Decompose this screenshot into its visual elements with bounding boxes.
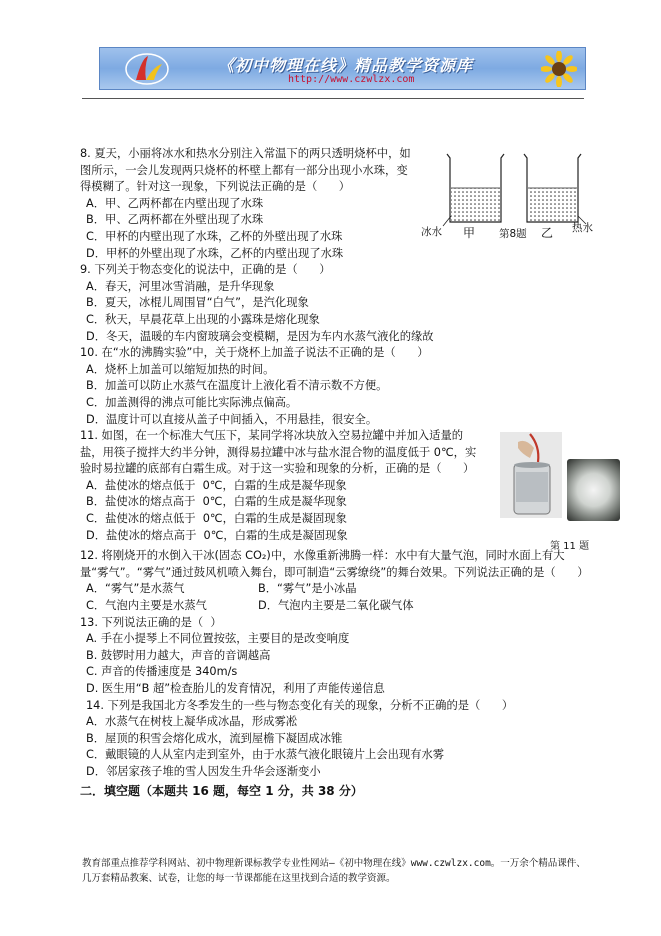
logo-icon xyxy=(124,52,170,86)
banner-url: http://www.czwlzx.com xyxy=(288,74,415,85)
question-14-stem: 14. 下列是我国北方冬季发生的一些与物态变化有关的现象，分析不正确的是（ ） xyxy=(86,698,514,712)
question-13-option-c: C. 声音的传播速度是 340m/s xyxy=(86,665,238,679)
question-14-option-a: A．水蒸气在树枝上凝华成冰晶，形成雾凇 xyxy=(86,715,298,729)
question-12-option-c: C．气泡内主要是水蒸气 xyxy=(86,599,207,613)
label-hot-water: 热水 xyxy=(572,222,593,234)
question-8-option-d: D．甲杯的外壁出现了水珠，乙杯的内壁出现了水珠 xyxy=(86,246,344,260)
question-10-option-b: B．加盖可以防止水蒸气在温度计上液化看不清示数不方便。 xyxy=(86,379,388,393)
question-9 xyxy=(80,262,592,345)
question-14-option-b: B．屋顶的积雪会熔化成水，流到屋檐下凝固成冰锥 xyxy=(86,731,343,745)
question-12-options-row-1 xyxy=(80,581,592,598)
question-10 xyxy=(80,345,592,428)
sunflower-icon xyxy=(541,51,577,87)
label-ice-water: 冰水 xyxy=(421,226,442,238)
question-8-stem: 8. 夏天，小丽将冰水和热水分别注入常温下的两只透明烧杯中，如图所示，一会儿发现两只烧杯的杯壁上都有一部分出现小水珠，变得模糊了。针对这一现象，下列说法正确的是（ ） xyxy=(80,147,411,194)
section-2-heading: 二．填空题（本题共 16 题，每空 1 分，共 38 分） xyxy=(80,783,363,798)
question-9-option-c: C．秋天，早晨花草上出现的小露珠是熔化现象 xyxy=(86,312,320,326)
label-jia: 甲 xyxy=(463,226,476,240)
banner-title: 《初中物理在线》精品教学资源库 xyxy=(218,56,474,75)
question-10-option-c: C．加盖测得的沸点可能比实际沸点偏高。 xyxy=(86,395,298,409)
question-13-option-a: A. 手在小提琴上不同位置按弦，主要目的是改变响度 xyxy=(86,632,350,646)
question-10-stem: 10. 在“水的沸腾实验”中，关于烧杯上加盖子说法不正确的是（ ） xyxy=(80,346,429,360)
header-rule xyxy=(82,98,584,99)
figure-11-caption: 第 11 题 xyxy=(550,541,590,552)
question-8-option-b: B．甲、乙两杯都在外壁出现了水珠 xyxy=(86,213,264,227)
question-11-option-d: D．盐使冰的熔点高于 0℃，白霜的生成是凝固现象 xyxy=(86,528,348,542)
label-yi: 乙 xyxy=(541,226,554,240)
footer-note: 教育部重点推荐学科网站、初中物理新课标教学专业性网站—《初中物理在线》www.czwlzx.com。一万余个精品课件、几万套精品教案、试卷，让您的每一节课都能在这里找到合适的教学资源。 xyxy=(82,858,586,884)
question-13-option-d: D. 医生用“B 超”检查胎儿的发育情况，利用了声能传递信息 xyxy=(86,682,385,695)
question-10-option-a: A．烧杯上加盖可以缩短加热的时间。 xyxy=(86,362,275,376)
question-14 xyxy=(80,698,592,781)
figure-8-caption: 第8题 xyxy=(499,228,527,240)
header-banner xyxy=(99,47,586,90)
question-12 xyxy=(80,548,592,614)
question-9-stem: 9. 下列关于物态变化的说法中，正确的是（ ） xyxy=(80,263,331,277)
question-8-option-c: C．甲杯的内壁出现了水珠，乙杯的外壁出现了水珠 xyxy=(86,229,343,243)
question-12-option-a: A．“雾气”是水蒸气 xyxy=(86,582,185,596)
question-13 xyxy=(80,615,592,698)
question-8-option-a: A．甲、乙两杯都在内壁出现了水珠 xyxy=(86,196,264,210)
question-11 xyxy=(80,428,592,544)
question-9-option-a: A．春天，河里冰雪消融，是升华现象 xyxy=(86,279,275,293)
question-8 xyxy=(80,146,592,262)
question-12-stem: 12. 将刚烧开的水倒入干冰(固态 CO₂)中，水像重新沸腾一样：水中有大量气泡，同时水面上有大量“雾气”。“雾气”通过鼓风机喷入舞台，即可制造“云雾缭绕”的舞台效果。下列说法正确的是（ ） xyxy=(80,549,589,579)
question-14-option-d: D．邻居家孩子堆的雪人因发生升华会逐渐变小 xyxy=(86,764,321,778)
question-11-option-c: C．盐使冰的熔点低于 0℃，白霜的生成是凝固现象 xyxy=(86,512,347,526)
question-12-options-row-2 xyxy=(80,598,592,615)
question-list xyxy=(80,146,592,800)
question-12-option-d: D．气泡内主要是二氧化碳气体 xyxy=(258,599,414,613)
question-12-option-b: B．“雾气”是小冰晶 xyxy=(258,582,357,596)
question-11-option-b: B．盐使冰的熔点高于 0℃，白霜的生成是凝华现象 xyxy=(86,495,347,509)
question-13-stem: 13. 下列说法正确的是（ ） xyxy=(80,615,222,629)
question-13-option-b: B. 鼓锣时用力越大，声音的音调越高 xyxy=(86,648,271,662)
question-10-option-d: D．温度计可以直接从盖子中间插入，不用悬挂，很安全。 xyxy=(86,412,378,426)
question-9-option-d: D．冬天，温暖的车内窗玻璃会变模糊，是因为车内水蒸气液化的缘故 xyxy=(86,329,434,343)
question-11-stem: 11. 如图，在一个标准大气压下，某同学将冰块放入空易拉罐中并加入适量的盐，用筷子搅拌大约半分钟，测得易拉罐中冰与盐水混合物的温度低于 0℃，实验时易拉罐的底部有白霜生成。对于这一实验和现象的分析，正确的是（ ） xyxy=(80,429,477,476)
question-11-option-a: A．盐使冰的熔点低于 0℃，白霜的生成是凝华现象 xyxy=(86,478,347,492)
question-9-option-b: B．夏天，冰棍儿周围冒“白气”，是汽化现象 xyxy=(86,296,309,310)
question-14-option-c: C．戴眼镜的人从室内走到室外，由于水蒸气液化眼镜片上会出现有水雾 xyxy=(86,748,445,762)
